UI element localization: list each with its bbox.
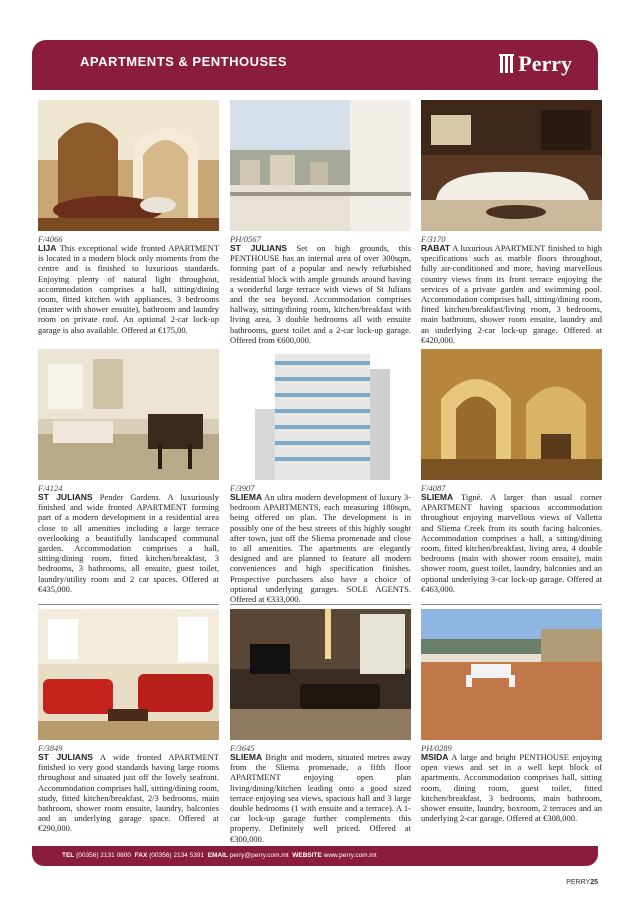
contact-footer <box>32 846 598 866</box>
listing-ref: F/3170 <box>421 234 446 244</box>
apartment-block-render-photo <box>230 349 411 480</box>
lounge-dining-photo <box>38 349 219 480</box>
listing-text: Bright and modern, situated metres away from the Sliema promenade, a fifth floor APARTMENT enjoying open plan living/dining/kitchen leading onto a good sized terrace enjoying sea views, spacious hall and 3 large double bedrooms (1 with ensuite and a terrace). A 1-car lock-up garage further complements this property. Definitely well priced. Offered at €300,000. <box>230 752 411 844</box>
listing-description <box>38 492 219 594</box>
listing-text: An ultra modern development of luxury 3-bedroom APARTMENTS, each measuring 180sqm, being offered on plan. The development is in possibly one of the best streets of this highly sought after town, just off the Sliema promenade and close to all amenities. The apartments are elegantly designed and are planned to feature all modern conveniences and high specification finishes. Prospective purchasers also have a choice of optional underlying garages. SOLE AGENTS. Offered at €333,000. <box>230 492 411 605</box>
listing-ref: F/4087 <box>421 483 446 493</box>
perry-logo-text: Perry <box>518 51 572 76</box>
listing-location: SLIEMA <box>230 492 263 502</box>
divider <box>38 604 219 605</box>
perry-logo-icon <box>499 53 515 75</box>
listing-description <box>38 243 219 335</box>
divider <box>230 604 411 605</box>
website-label: WEBSITE <box>292 852 322 859</box>
roof-terrace-photo <box>421 609 602 740</box>
listing-text: A luxurious APARTMENT finished to high specifications such as marble floors throughout, fully air-conditioned and more, having marvellous country views from its front terrace enjoying the services of a private garden and swimming pool. Accommodation comprises hall, sitting/dining room, fitted kitchen/breakfast/living room, 3 bedrooms, main bathroom, shower room ensuite, laundry and an underlying 2-car lock-up garage. Offered at €420,000. <box>421 243 602 345</box>
page-number-value: 25 <box>590 879 598 886</box>
perry-logo <box>499 51 572 77</box>
divider <box>421 604 602 605</box>
listing-ref: F/4066 <box>38 234 63 244</box>
listing-description <box>230 752 411 844</box>
listing-description <box>421 492 602 594</box>
listing-text: A wide fronted APARTMENT finished to very good standards having large rooms throughout and situated just off the lovely seafront. Accommodation comprises hall, sitting/dining room, study, fitted kitchen/breakfast, 2/3 bedrooms, main bathroom, shower room ensuite, laundry, balconies and an underlying garage space. Offered at €290,000. <box>38 752 219 834</box>
listing-description <box>421 752 602 823</box>
fax-value: (00356) 2134 5391 <box>149 852 205 859</box>
listing-location: MSIDA <box>421 752 449 762</box>
page-header <box>32 40 598 90</box>
tel-label: TEL <box>62 852 75 859</box>
living-room-sofa-photo <box>421 100 602 231</box>
listing-ref: F/3645 <box>230 743 255 753</box>
listing-description <box>38 752 219 834</box>
email-link[interactable]: perry@perry.com.mt <box>229 852 289 859</box>
page-number <box>566 879 598 886</box>
listing-location: ST JULIANS <box>230 243 288 253</box>
listing-text: Pender Gardens. A luxuriously finished and wide fronted APARTMENT forming part of a modern development in a residential area close to all amenities including a large terrace overlooking a beautifully landscaped communal garden. Accommodation comprises a hall, sitting/dining room, fitted kitchen/breakfast, 3 bedrooms, 3 bathrooms, all ensuite, guest toilet, laundry/utility room and 2 car spaces. Offered at €435,000. <box>38 492 219 594</box>
red-sofas-living-photo <box>38 609 219 740</box>
page-title: APARTMENTS & PENTHOUSES <box>80 54 287 69</box>
listing-description <box>230 492 411 604</box>
listing-ref: F/4124 <box>38 483 63 493</box>
listing-location: ST JULIANS <box>38 492 93 502</box>
tel-value: (00356) 2131 0800 <box>76 852 132 859</box>
listing-location: RABAT <box>421 243 451 253</box>
email-label: EMAIL <box>207 852 228 859</box>
listing-location: ST JULIANS <box>38 752 93 762</box>
listing-text: A large and bright PENTHOUSE enjoying open views and set in a well kept block of apartments. Accommodation comprises hall, sitting room, dining room, guest toilet, fitted kitchen/breakfast, 3 bedrooms, main bathroom, shower ensuite, laundry, boxroom, 2 terraces and an underlying 2-car garage. Offered at €308,000. <box>421 752 602 824</box>
listing-ref: PH/0567 <box>230 234 261 244</box>
page-label: PERRY <box>566 879 591 886</box>
dining-room-arches-photo <box>38 100 219 231</box>
modern-living-room-photo <box>230 609 411 740</box>
listing-ref: F/3907 <box>230 483 255 493</box>
listing-location: SLIEMA <box>230 752 263 762</box>
terrace-city-view-photo <box>230 100 411 231</box>
website-link[interactable]: www.perry.com.mt <box>323 852 377 859</box>
listing-location: SLIEMA <box>421 492 454 502</box>
fax-label: FAX <box>134 852 148 859</box>
listing-location: LIJA <box>38 243 57 253</box>
listing-text: Tignè. A larger than usual corner APARTMENT having spacious accommodation throughout enjoying marvellous views of Valletta and Sliema Creek from its south facing balconies. Accommodation comprises a hall, a sitting/dining room, fitted kitchen/breakfast, living area, 4 double bedrooms (main with shower room ensuite), main shower room, guest toilet, laundry, balconies and an optional underlying 3-car lock-up garage. Offered at €463,000. <box>421 492 602 594</box>
listing-description <box>230 243 411 345</box>
listing-ref: PH/0289 <box>421 743 452 753</box>
listing-description <box>421 243 602 345</box>
listing-ref: F/3849 <box>38 743 63 753</box>
listing-text: This exceptional wide fronted APARTMENT is located in a modern block only moments from the centre and is finished to luxurious standards. Enjoying plenty of natural light throughout, accommodation comprises a hall, sitting/dining room, fitted kitchen with appliances, 3 bedrooms (master with shower ensuite), bathroom and laundry room on private roof. An optional 2-car lock-up garage is also available. Offered at €175,00. <box>38 243 219 335</box>
listing-text: Set on high grounds, this PENTHOUSE has an internal area of over 300sqm, forming part of a popular and newly refurbished residential block with ample grounds around having a wonderful large terrace with views of St Julians and the sea beyond. Accommodation comprises hallway, sitting/dining room, kitchen/breakfast with living area, 3 double bedrooms all with ensuite bathrooms, guest toilet and a 2-car lock-up garage. Offered from €600,000. <box>230 243 411 345</box>
hallway-arches-photo <box>421 349 602 480</box>
